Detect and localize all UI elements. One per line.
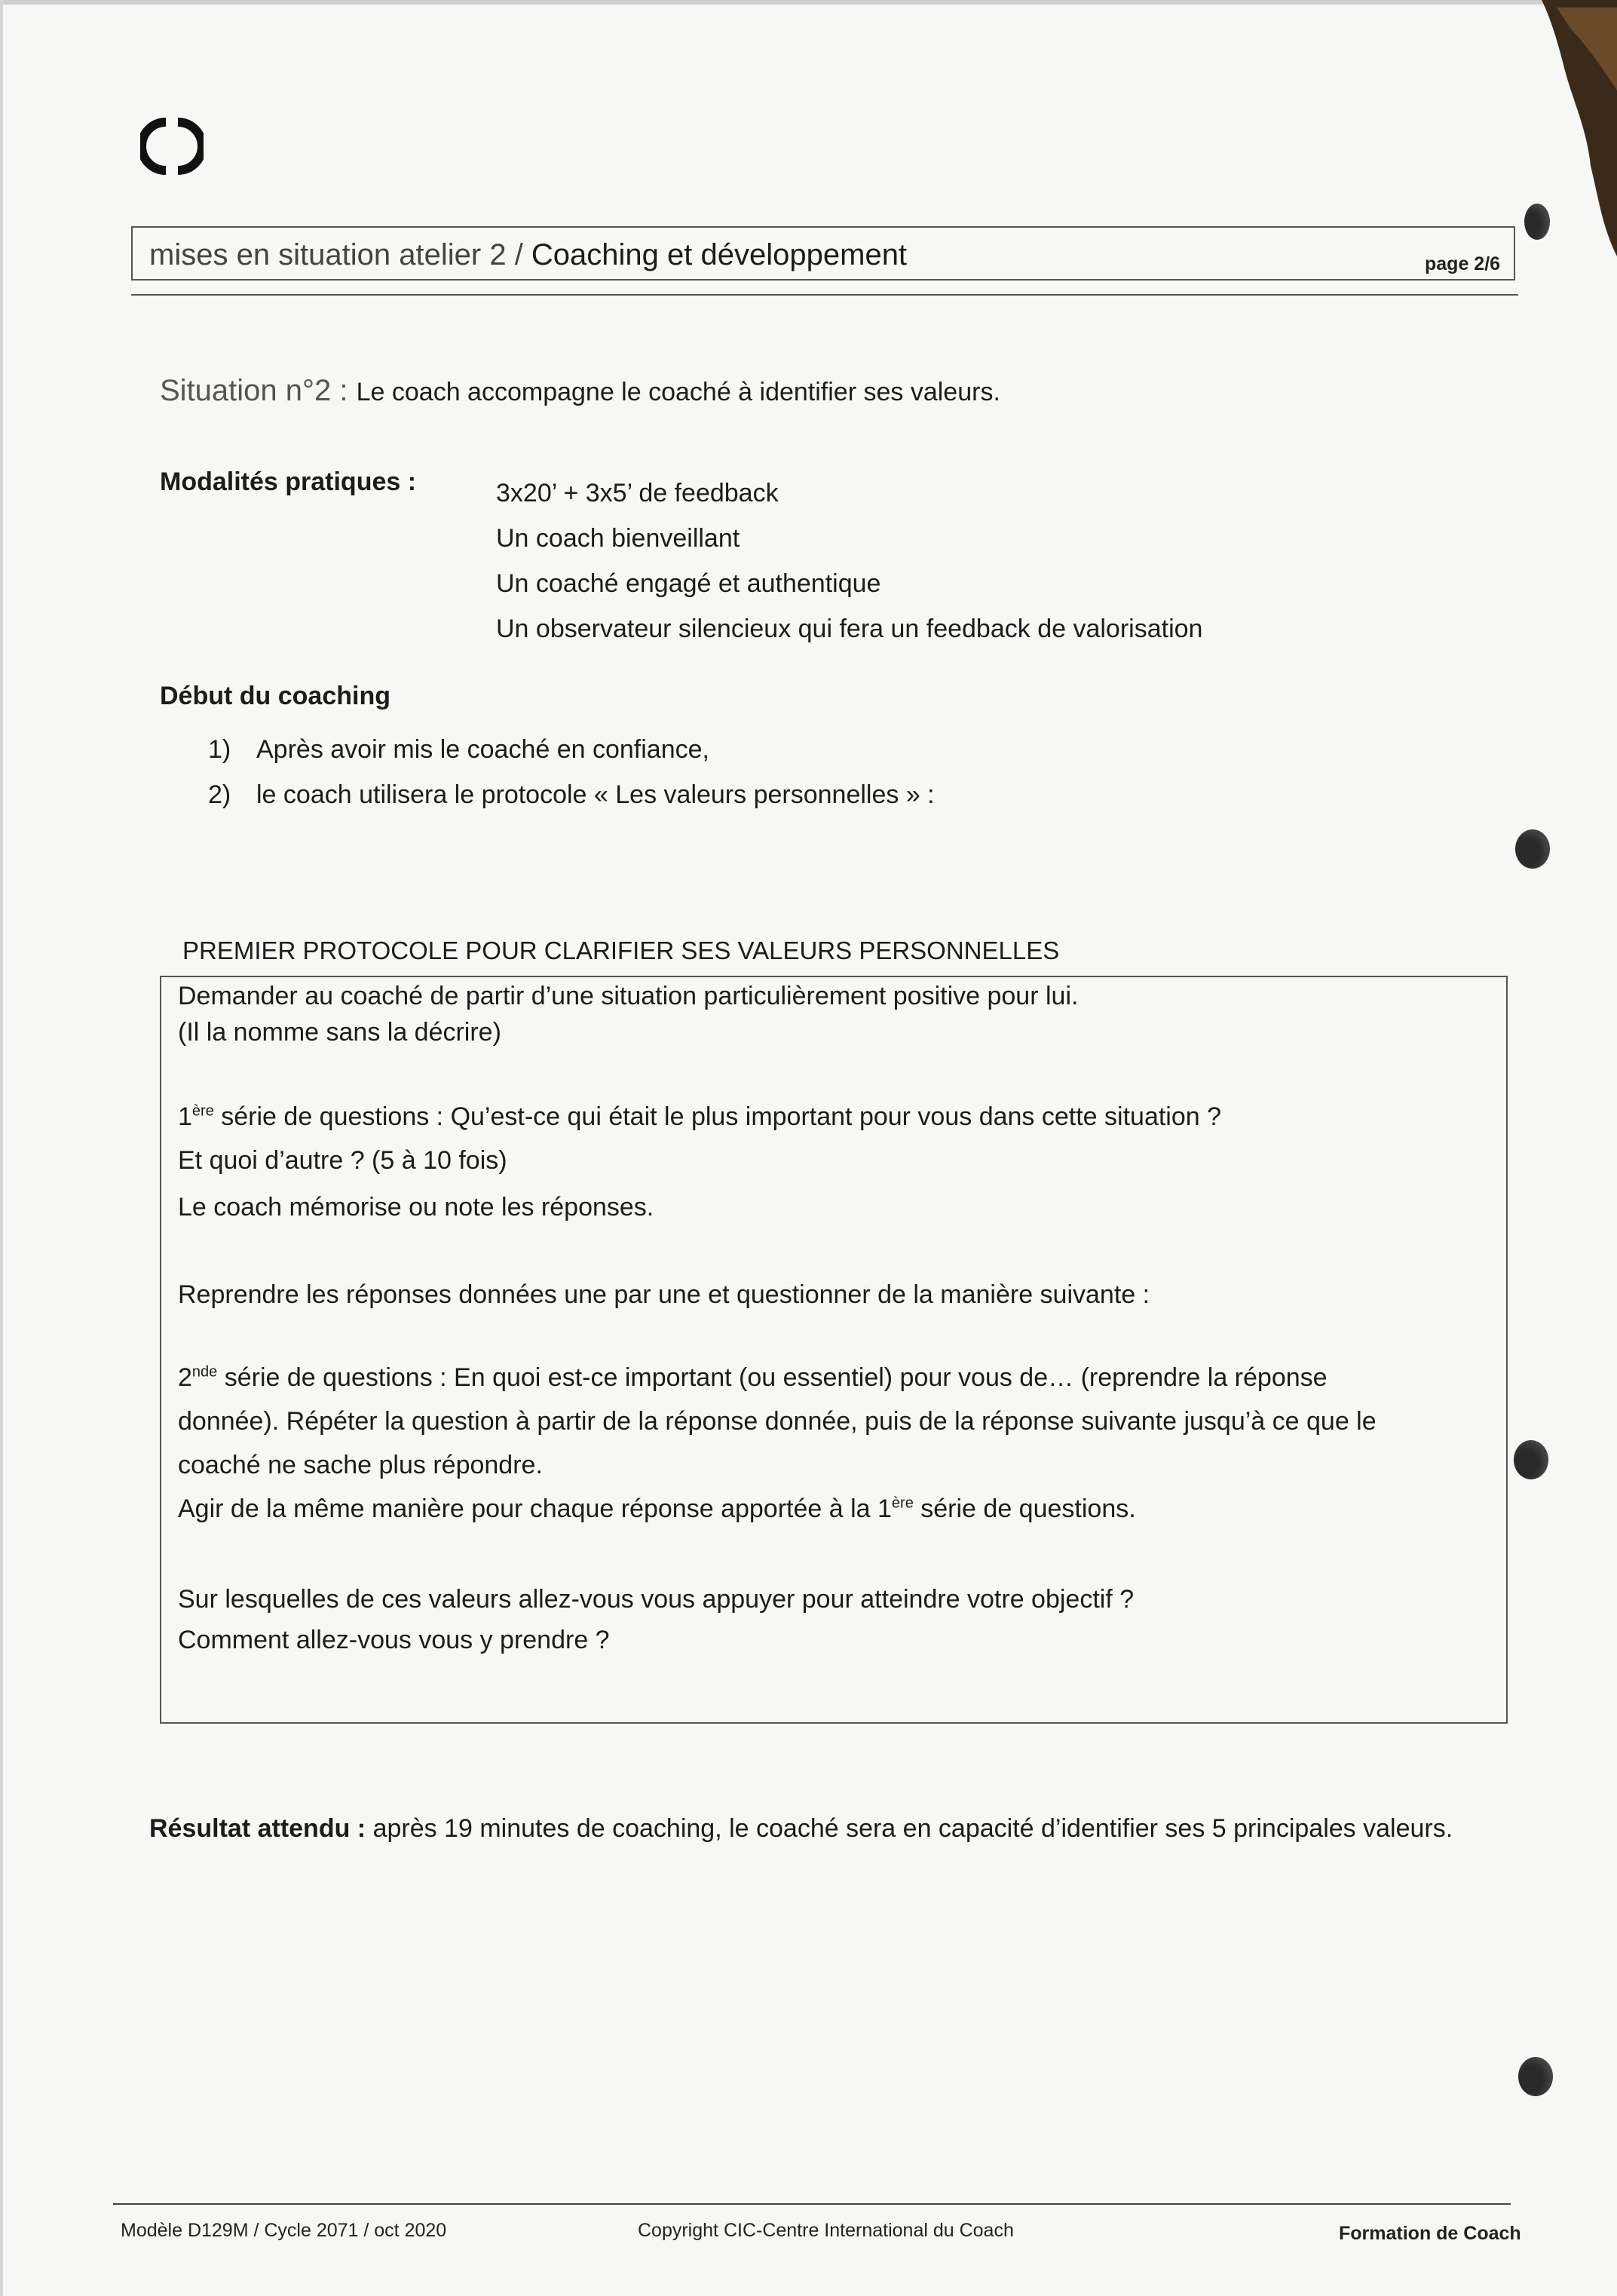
debut-label: Début du coaching [160,682,390,710]
modalites-list [496,471,1202,651]
step-item: 2) le coach utilisera le protocole « Les valeurs personnelles » : [208,780,935,809]
protocol-line: Comment allez-vous vous y prendre ? [178,1626,610,1654]
footer-model: Modèle D129M / Cycle 2071 / oct 2020 [121,2220,447,2241]
protocol-line: Agir de la même manière pour chaque réponse apportée à la 1ère série de questions. [178,1494,1136,1523]
step-item: 1) Après avoir mis le coaché en confiance, [208,735,709,764]
page-edge [0,0,1617,5]
modalites-label: Modalités pratiques : [160,467,417,496]
protocol-title: PREMIER PROTOCOLE POUR CLARIFIER SES VALEURS PERSONNELLES [182,936,1060,964]
modalite-item: Un coaché engagé et authentique [496,569,881,598]
protocol-line: Sur lesquelles de ces valeurs allez-vous vous appuyer pour atteindre votre objectif ? [178,1585,1135,1614]
modalite-item: 3x20’ + 3x5’ de feedback [496,479,779,507]
footer-program: Formation de Coach [1339,2223,1521,2244]
protocol-line: 2nde série de questions : En quoi est-ce important (ou essentiel) pour vous de… (reprendre la réponse [178,1363,1328,1392]
punch-hole [1515,829,1550,869]
punch-hole [1518,2057,1553,2096]
header-subtitle: Coaching et développement [531,238,908,271]
header-rule [131,294,1518,296]
situation-heading: Situation n°2 : Le coach accompagne le coaché à identifier ses valeurs. [160,374,1000,407]
footer-rule [113,2203,1511,2205]
modalite-item: Un coach bienveillant [496,524,740,553]
protocol-line: Et quoi d’autre ? (5 à 10 fois) [178,1146,507,1175]
modalite-item: Un observateur silencieux qui fera un feedback de valorisation [496,615,1203,643]
punch-hole [1524,204,1550,240]
protocol-line: Demander au coaché de partir d’une situation particulièrement positive pour lui. [178,982,1079,1010]
protocol-line: (Il la nomme sans la décrire) [178,1018,501,1047]
footer-copyright: Copyright CIC-Centre International du Coach [638,2220,1014,2241]
protocol-line: 1ère série de questions : Qu’est-ce qui était le plus important pour vous dans cette situation ? [178,1102,1222,1131]
situation-text: Le coach accompagne le coaché à identifier ses valeurs. [356,378,1000,406]
page-edge-left [0,0,3,2296]
header-title: mises en situation atelier 2 / Coaching et développement [149,238,908,271]
protocol-line: Reprendre les réponses données une par une et questionner de la manière suivante : [178,1280,1150,1309]
protocol-line: donnée). Répéter la question à partir de la réponse donnée, puis de la réponse suivante jusqu’à ce que le [178,1407,1377,1436]
steps-list [208,727,935,817]
logo-icon [140,118,204,175]
page-number: page 2/6 [1425,253,1501,274]
protocol-line: coaché ne sache plus répondre. [178,1451,543,1479]
protocol-line: Le coach mémorise ou note les réponses. [178,1193,654,1222]
punch-hole [1514,1440,1548,1479]
expected-result: Résultat attendu : après 19 minutes de coaching, le coaché sera en capacité d’identifier ses 5 principales valeurs. [149,1814,1453,1843]
